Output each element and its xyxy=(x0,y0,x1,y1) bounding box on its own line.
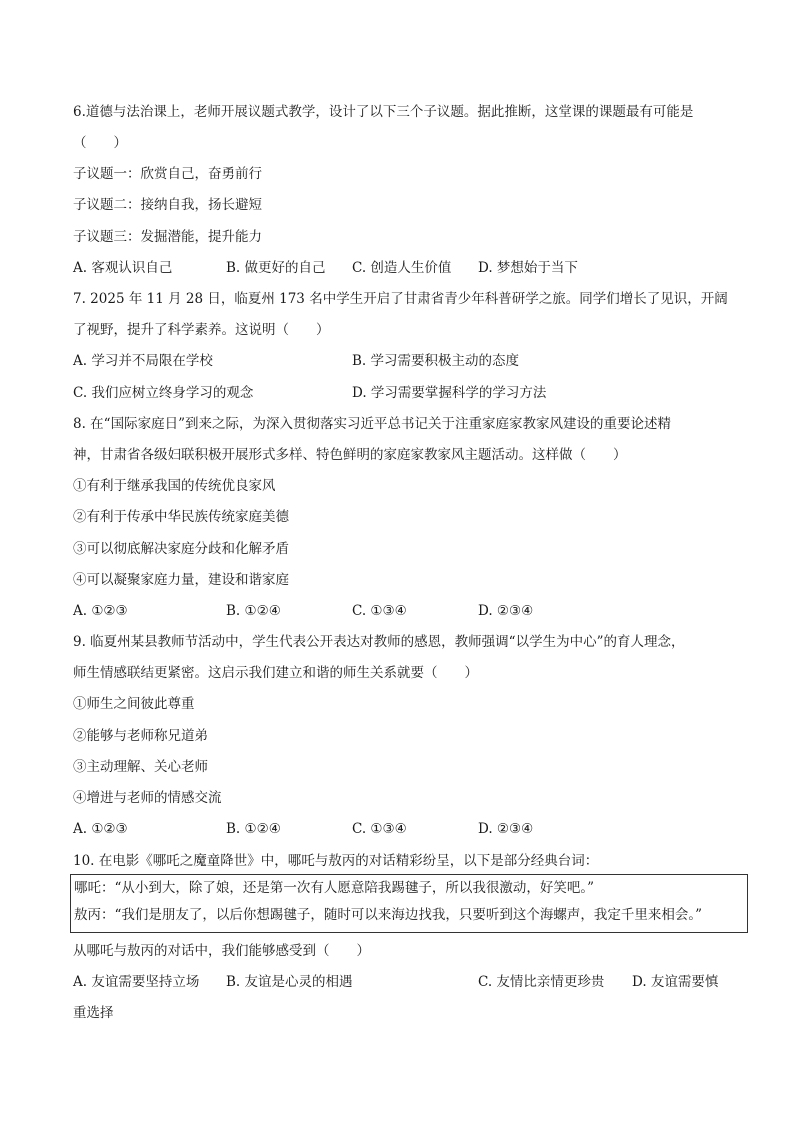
q9-item-2: ②能够与老师称兄道弟 xyxy=(73,728,208,744)
q8-item-4: ④可以凝聚家庭力量，建设和谐家庭 xyxy=(73,572,289,588)
q6-stem-line-1: 6.道德与法治课上，老师开展议题式教学，设计了以下三个子议题。据此推断，这堂课的课题最有可能是 xyxy=(73,104,694,120)
dialogue-line-nezha: 哪吒：“从小到大，除了娘，还是第一次有人愿意陪我踢毽子，所以我很激动，好笑吧。” xyxy=(74,880,595,896)
q9-option-d[interactable]: D. ②③④ xyxy=(478,821,534,837)
q9-item-1: ①师生之间彼此尊重 xyxy=(73,696,195,712)
q10-option-a[interactable]: A. 友谊需要坚持立场 xyxy=(73,974,200,990)
q6-stem-line-2: （ ） xyxy=(73,135,127,151)
q8-item-2: ②有利于传承中华民族传统家庭美德 xyxy=(73,509,289,525)
q6-option-c[interactable]: C. 创造人生价值 xyxy=(352,260,452,276)
q9-item-3: ③主动理解、关心老师 xyxy=(73,759,208,775)
q7-stem-line-1: 7. 2025 年 11 月 28 日，临夏州 173 名中学生开启了甘肃省青少年科普研学之旅。同学们增长了见识，开阔 xyxy=(73,291,728,307)
q6-option-a[interactable]: A. 客观认识自己 xyxy=(73,260,173,276)
q6-subtopic-3: 子议题三：发掘潜能，提升能力 xyxy=(73,229,262,245)
q7-option-a[interactable]: A. 学习并不局限在学校 xyxy=(73,353,213,369)
q9-option-b[interactable]: B. ①②④ xyxy=(226,821,281,837)
q8-option-c[interactable]: C. ①③④ xyxy=(352,603,407,619)
q7-option-c[interactable]: C. 我们应树立终身学习的观念 xyxy=(73,385,254,401)
q8-item-3: ③可以彻底解决家庭分歧和化解矛盾 xyxy=(73,541,289,557)
q8-stem-line-2: 神，甘肃省各级妇联积极开展形式多样、特色鲜明的家庭家教家风主题活动。这样做（ ） xyxy=(73,447,627,463)
q10-option-d[interactable]: D. 友谊需要慎 xyxy=(632,974,719,990)
q8-option-d[interactable]: D. ②③④ xyxy=(478,603,534,619)
q10-option-b[interactable]: B. 友谊是心灵的相遇 xyxy=(226,974,353,990)
q10-stem: 10. 在电影《哪吒之魔童降世》中，哪吒与敖丙的对话精彩纷呈，以下是部分经典台词： xyxy=(73,853,599,869)
q9-option-a[interactable]: A. ①②③ xyxy=(73,821,128,837)
q8-item-1: ①有利于继承我国的传统优良家风 xyxy=(73,478,276,494)
q6-subtopic-1: 子议题一：欣赏自己，奋勇前行 xyxy=(73,166,262,182)
q9-item-4: ④增进与老师的情感交流 xyxy=(73,790,222,806)
dialogue-box xyxy=(70,874,748,933)
q6-option-b[interactable]: B. 做更好的自己 xyxy=(226,260,326,276)
q9-stem-line-2: 师生情感联结更紧密。这启示我们建立和谐的师生关系就要（ ） xyxy=(73,665,478,681)
q7-option-d[interactable]: D. 学习需要掌握科学的学习方法 xyxy=(352,385,547,401)
q7-option-b[interactable]: B. 学习需要积极主动的态度 xyxy=(352,353,520,369)
q7-stem-line-2: 了视野，提升了科学素养。这说明（ ） xyxy=(73,322,330,338)
q6-option-d[interactable]: D. 梦想始于当下 xyxy=(478,260,578,276)
q8-option-a[interactable]: A. ①②③ xyxy=(73,603,128,619)
q8-option-b[interactable]: B. ①②④ xyxy=(226,603,281,619)
q10-option-c[interactable]: C. 友情比亲情更珍贵 xyxy=(478,974,605,990)
dialogue-line-aobing: 敖丙：“我们是朋友了，以后你想踢毽子，随时可以来海边找我，只要听到这个海螺声，我定千里来相会。” xyxy=(74,907,703,923)
q9-stem-line-1: 9. 临夏州某县教师节活动中，学生代表公开表达对教师的感恩，教师强调“以学生为中心”的育人理念， xyxy=(73,634,685,650)
q8-stem-line-1: 8. 在“国际家庭日”到来之际，为深入贯彻落实习近平总书记关于注重家庭家教家风建设的重要论述精 xyxy=(73,416,671,432)
q10-option-d-wrap: 重选择 xyxy=(73,1005,114,1021)
q9-option-c[interactable]: C. ①③④ xyxy=(352,821,407,837)
q6-subtopic-2: 子议题二：接纳自我，扬长避短 xyxy=(73,197,262,213)
q10-prompt: 从哪吒与敖丙的对话中，我们能够感受到（ ） xyxy=(73,943,370,959)
